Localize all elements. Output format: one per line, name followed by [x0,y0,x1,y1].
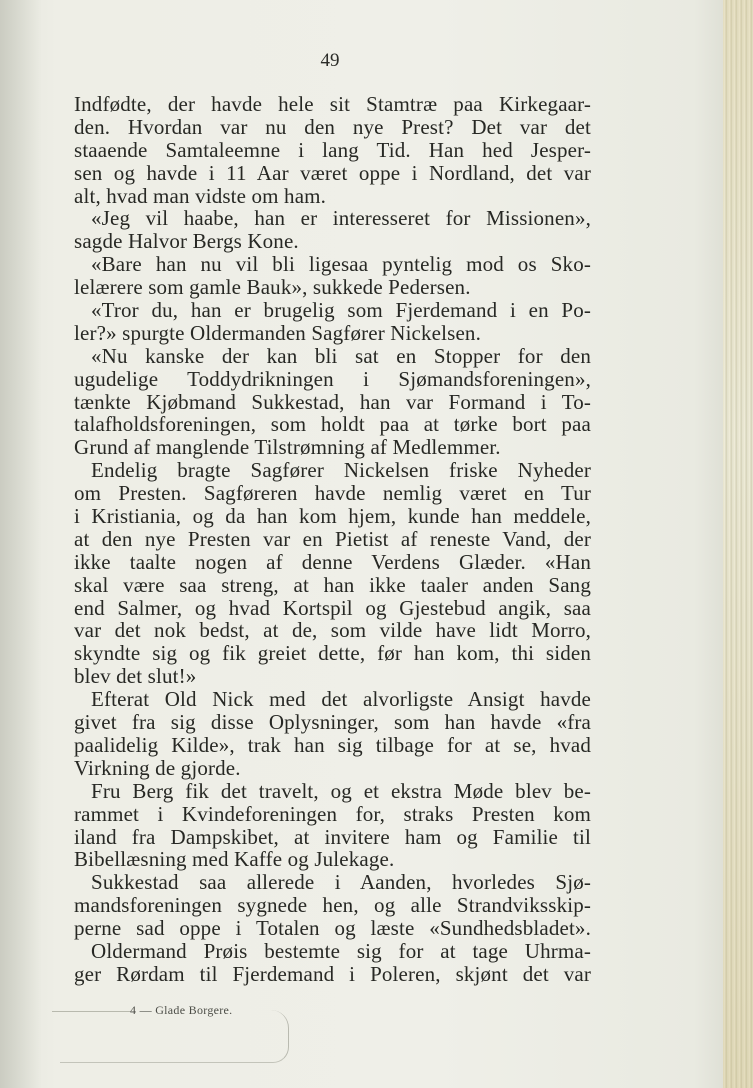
text-line: «Jeg vil haabe, han er interesseret for Missionen», [91,206,591,231]
page-number: 49 [320,50,340,71]
text-line: i Kristiania, og da han kom hjem, kunde han meddele, [74,504,591,529]
text-line: om Presten. Sagføreren havde nemlig været en Tur [74,481,591,506]
text-line: den. Hvordan var nu den nye Prest? Det var det [74,114,591,139]
text-line: mandsforeningen sygnede hen, og alle Strandviksskip- [74,893,591,918]
text-line: «Nu kanske der kan bli sat en Stopper for den [91,343,591,368]
text-line: ugudelige Toddydrikningen i Sjømandsforeningen», [74,366,591,391]
text-line: Grund af manglende Tilstrømning af Medlemmer. [74,435,501,460]
text-line: lelærere som gamle Bauk», sukkede Pedersen. [74,275,471,300]
text-line: Bibellæsning med Kaffe og Julekage. [74,847,395,872]
text-line: ikke taalte nogen af denne Verdens Glæder. «Han [74,549,591,574]
page-edge-tint [723,0,753,1088]
text-line: end Salmer, og hvad Kortspil og Gjestebud angik, saa [74,595,591,620]
body-text [74,93,591,986]
text-line: Endelig bragte Sagfører Nickelsen friske Nyheder [91,458,591,483]
text-line: perne sad oppe i Totalen og læste «Sundhedsbladet». [74,916,591,941]
text-line: talafholdsforeningen, som holdt paa at tørke bort paa [74,412,591,437]
text-line: staaende Samtaleemne i lang Tid. Han hed Jesper- [74,137,591,162]
text-line: Efterat Old Nick med det alvorligste Ansigt havde [91,687,591,712]
text-line: skal være saa streng, at han ikke taaler anden Sang [74,572,591,597]
text-line: «Bare han nu vil bli ligesaa pyntelig mod os Sko- [91,252,591,277]
text-line: «Tror du, han er brugelig som Fjerdemand i en Po- [91,298,591,323]
signature-mark: 4 — Glade Borgere. [130,1003,233,1017]
text-line: blev det slut!» [74,664,197,689]
text-line: givet fra sig disse Oplysninger, som han havde «fra [74,710,591,735]
text-line: alt, hvad man vidste om ham. [74,183,327,208]
text-line: iland fra Dampskibet, at invitere ham og Familie til [74,824,591,849]
text-line: tænkte Kjøbmand Sukkestad, han var Formand i To- [74,389,591,414]
text-line: var det nok bedst, at de, som vilde have lidt Morro, [74,618,591,643]
text-line: Virkning de gjorde. [74,755,241,780]
text-line: at den nye Presten var en Pietist af reneste Vand, der [74,526,591,551]
text-line: sen og havde i 11 Aar været oppe i Nordland, det var [74,160,591,185]
text-line: sagde Halvor Bergs Kone. [74,229,299,254]
binding-shadow [0,0,42,1088]
text-line: Fru Berg fik det travelt, og et ekstra Møde blev be- [91,778,591,803]
text-line: Oldermand Prøis bestemte sig for at tage Uhrma- [91,938,591,963]
text-line: paalidelig Kilde», trak han sig tilbage for at se, hvad [74,732,591,757]
text-line: skyndte sig og fik greiet dette, før han kom, thi siden [74,641,591,666]
text-line: Sukkestad saa allerede i Aanden, hvorledes Sjø- [91,870,591,895]
text-line: ler?» spurgte Oldermanden Sagfører Nickelsen. [74,320,481,345]
text-line: rammet i Kvindeforeningen for, straks Presten kom [74,801,591,826]
text-line: Indfødte, der havde hele sit Stamtræ paa Kirkegaar- [74,92,591,116]
text-line: ger Rørdam til Fjerdemand i Poleren, skjønt det var [74,961,591,986]
